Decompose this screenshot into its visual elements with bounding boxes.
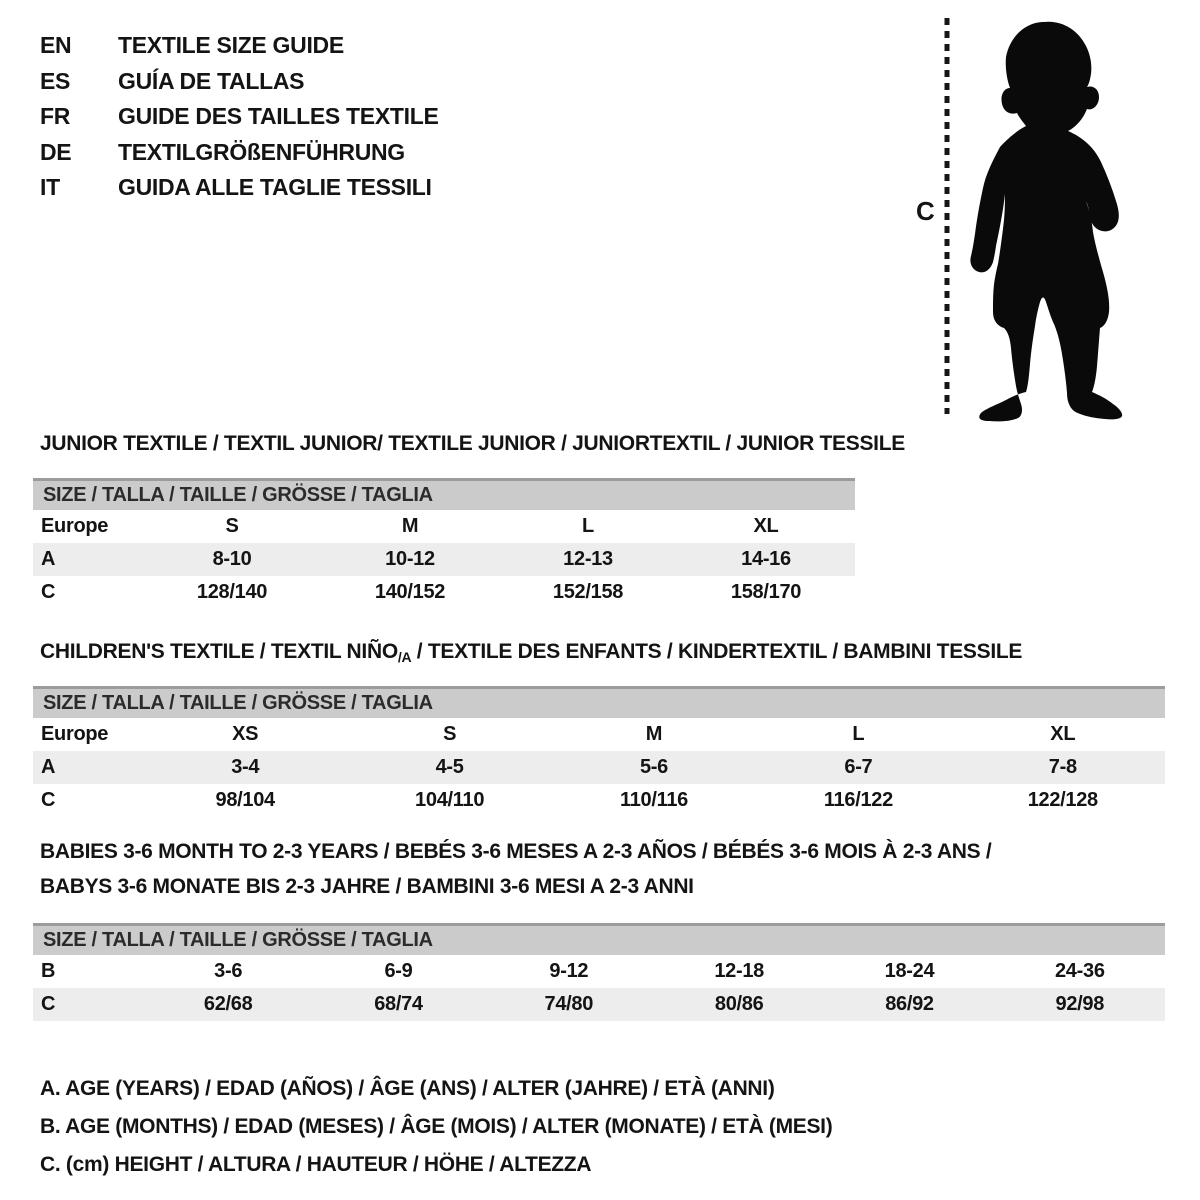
legend-line-a: A. AGE (YEARS) / EDAD (AÑOS) / ÂGE (ANS) / ALTER (JAHRE) / ETÀ (ANNI) — [40, 1077, 775, 1100]
table-row — [33, 576, 855, 609]
language-row — [40, 135, 439, 171]
table-row — [33, 543, 855, 576]
section-title-babies-line2: BABYS 3-6 MONATE BIS 2-3 JAHRE / BAMBINI 3-6 MESI A 2-3 ANNI — [40, 875, 694, 898]
cell: 158/170 — [730, 581, 802, 603]
language-row — [40, 170, 439, 206]
cell: 98/104 — [215, 789, 275, 811]
column-header: L — [582, 515, 594, 537]
cell: 14-16 — [741, 548, 791, 570]
language-code: ES — [40, 67, 71, 94]
row-label: A — [41, 548, 56, 570]
cell: 68/74 — [374, 993, 423, 1015]
legend-line-b: B. AGE (MONTHS) / EDAD (MESES) / ÂGE (MOIS) / ALTER (MONATE) / ETÀ (MESI) — [40, 1115, 833, 1138]
cell: 128/140 — [196, 581, 268, 603]
language-row — [40, 99, 439, 135]
cell: 6-7 — [844, 756, 873, 778]
language-code: EN — [40, 32, 72, 59]
measurement-legend — [40, 1070, 832, 1184]
cell: 3-6 — [214, 960, 243, 982]
cell: 122/128 — [1027, 789, 1098, 811]
legend-line-c: C. (cm) HEIGHT / ALTURA / HAUTEUR / HÖHE / ALTEZZA — [40, 1153, 592, 1176]
cell: 86/92 — [885, 993, 934, 1015]
section-title-text: CHILDREN'S TEXTILE / TEXTIL NIÑO — [40, 640, 398, 663]
cell: 74/80 — [544, 993, 594, 1015]
row-label: B — [41, 960, 56, 982]
height-measure-label: C — [916, 196, 935, 226]
column-header: M — [401, 515, 419, 537]
cell: 140/152 — [374, 581, 446, 603]
cell: 92/98 — [1055, 993, 1105, 1015]
section-title-subscript: /A — [397, 649, 412, 665]
language-title: GUIDE DES TAILLES TEXTILE — [118, 103, 439, 130]
column-header: S — [443, 723, 457, 745]
cell: 6-9 — [384, 960, 413, 982]
column-header: Europe — [41, 515, 109, 537]
size-header-bar: SIZE / TALLA / TAILLE / GRÖSSE / TAGLIA — [33, 923, 1165, 955]
cell: 5-6 — [639, 756, 668, 778]
table-row — [33, 751, 1165, 784]
junior-size-table — [33, 478, 855, 609]
table-row-columns — [33, 718, 1165, 751]
cell: 80/86 — [714, 993, 764, 1015]
language-row — [40, 64, 439, 100]
cell: 152/158 — [552, 581, 624, 603]
babies-size-table — [33, 923, 1165, 1021]
section-title-text: / TEXTILE DES ENFANTS / KINDERTEXTIL / BAMBINI TESSILE — [411, 640, 1023, 663]
column-header: S — [225, 515, 239, 537]
row-label: C — [41, 789, 56, 811]
cell: 8-10 — [212, 548, 252, 570]
cell: 9-12 — [549, 960, 589, 982]
row-label: A — [41, 756, 56, 778]
cell: 12-18 — [714, 960, 764, 982]
section-title-junior: JUNIOR TEXTILE / TEXTIL JUNIOR/ TEXTILE JUNIOR / JUNIORTEXTIL / JUNIOR TESSILE — [40, 432, 905, 455]
column-header: XS — [232, 723, 259, 745]
language-title-list — [40, 28, 439, 206]
table-row-columns — [33, 510, 855, 543]
cell: 18-24 — [884, 960, 935, 982]
language-title: GUIDA ALLE TAGLIE TESSILI — [118, 174, 432, 201]
section-title-babies-line1: BABIES 3-6 MONTH TO 2-3 YEARS / BEBÉS 3-6 MESES A 2-3 AÑOS / BÉBÉS 3-6 MOIS À 2-3 ANS / — [40, 840, 992, 863]
table-row — [33, 955, 1165, 988]
language-code: FR — [40, 103, 71, 130]
column-header: XL — [753, 515, 779, 537]
cell: 104/110 — [415, 789, 485, 811]
cell: 10-12 — [385, 548, 435, 570]
language-code: DE — [40, 138, 72, 165]
column-header: Europe — [41, 723, 109, 745]
section-title-children — [40, 640, 1022, 665]
row-label: C — [41, 993, 56, 1015]
cell: 3-4 — [231, 756, 260, 778]
table-row — [33, 988, 1165, 1021]
cell: 12-13 — [563, 548, 613, 570]
column-header: XL — [1050, 723, 1076, 745]
column-header: M — [645, 723, 663, 745]
language-title: TEXTILGRÖßENFÜHRUNG — [118, 138, 405, 165]
cell: 4-5 — [435, 756, 464, 778]
row-label: C — [41, 581, 56, 603]
column-header: L — [852, 723, 865, 745]
language-title: GUÍA DE TALLAS — [118, 67, 305, 94]
table-row — [33, 784, 1165, 817]
cell: 7-8 — [1048, 756, 1077, 778]
children-size-table — [33, 686, 1165, 817]
height-figure — [890, 0, 1160, 430]
cell: 110/116 — [619, 789, 688, 811]
language-code: IT — [40, 174, 60, 201]
cell: 24-36 — [1054, 960, 1105, 982]
size-header-bar: SIZE / TALLA / TAILLE / GRÖSSE / TAGLIA — [33, 686, 1165, 718]
cell: 62/68 — [203, 993, 253, 1015]
language-title: TEXTILE SIZE GUIDE — [118, 32, 344, 59]
language-row — [40, 28, 439, 64]
cell: 116/122 — [823, 789, 893, 811]
dashed-height-line-icon — [942, 16, 952, 416]
size-header-bar: SIZE / TALLA / TAILLE / GRÖSSE / TAGLIA — [33, 478, 855, 510]
toddler-silhouette-icon — [960, 16, 1146, 422]
